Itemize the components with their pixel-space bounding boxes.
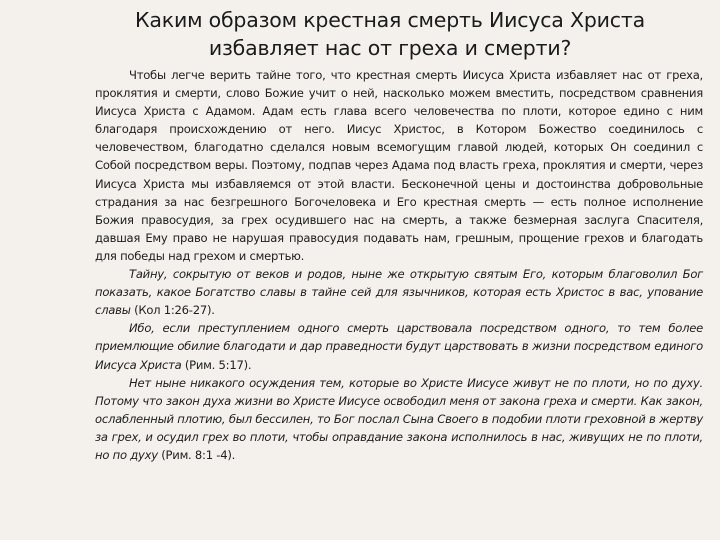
reference-col: (Кол 1:26-27). <box>130 303 215 318</box>
paragraph-3 <box>95 319 703 373</box>
title-line-1: Каким образом крестная смерть Иисуса Христа <box>135 8 645 32</box>
body-text <box>95 66 703 464</box>
reference-rom8: (Рим. 8:1 -4). <box>157 447 236 462</box>
quote-rom8: Нет ныне никакого осуждения тем, которые во Христе Иисусе живут не по плоти, но по духу. Потому что закон духа жизни во Христе Иисусе освободил меня от закона греха и смерти. Как закон, ослабленный плотию, был бессилен, то Бог послал Сына Своего в подобии плоти греховной в жертву за грех, и осудил грех во плоти, чтобы оправдание закона исполнилось в нас, живущих не по плоти, но по духу <box>95 375 703 462</box>
page-title <box>60 6 720 62</box>
paragraph-4 <box>95 374 703 464</box>
paragraph-1: Чтобы легче верить тайне того, что крестная смерть Иисуса Христа избавляет нас от греха, проклятия и смерти, слово Божие учит о ней, насколько можем вместить, посредством сравнения Иисуса Христа с Адамом. Адам есть глава всего человечества по плоти, которое едино с ним благодаря происхождению от него. Иисус Христос, в Котором Божество соединилось с человечеством, благодатно сделался новым всемогущим главой людей, которых Он соединил с Собой посредством веры. Поэтому, подпав через Адама под власть греха, проклятия и смерти, через Иисуса Христа мы избавляемся от этой власти. Бесконечной цены и достоинства добровольные страдания за нас безгрешного Богочеловека и Его крестная смерть — есть полное исполнение Божия правосудия, за грех осудившего нас на смерть, а также безмерная заслуга Спасителя, давшая Ему право не нарушая правосудия подавать нам, грешным, прощение грехов и благодать для победы над грехом и смертью. <box>95 68 703 263</box>
paragraph-2 <box>95 265 703 319</box>
reference-rom5: (Рим. 5:17). <box>181 357 252 372</box>
title-line-2: избавляет нас от греха и смерти? <box>208 36 572 60</box>
quote-col: Тайну, сокрытую от веков и родов, ныне же открытую святым Его, которым благоволил Бог показать, какое Богатство славы в тайне сей для язычников, которая есть Христос в вас, упование славы <box>95 267 703 318</box>
quote-rom5: Ибо, если преступлением одного смерть царствовала посредством одного, то тем более приемлющие обилие благодати и дар праведности будут царствовать в жизни посредством единого Иисуса Христа <box>95 321 703 372</box>
